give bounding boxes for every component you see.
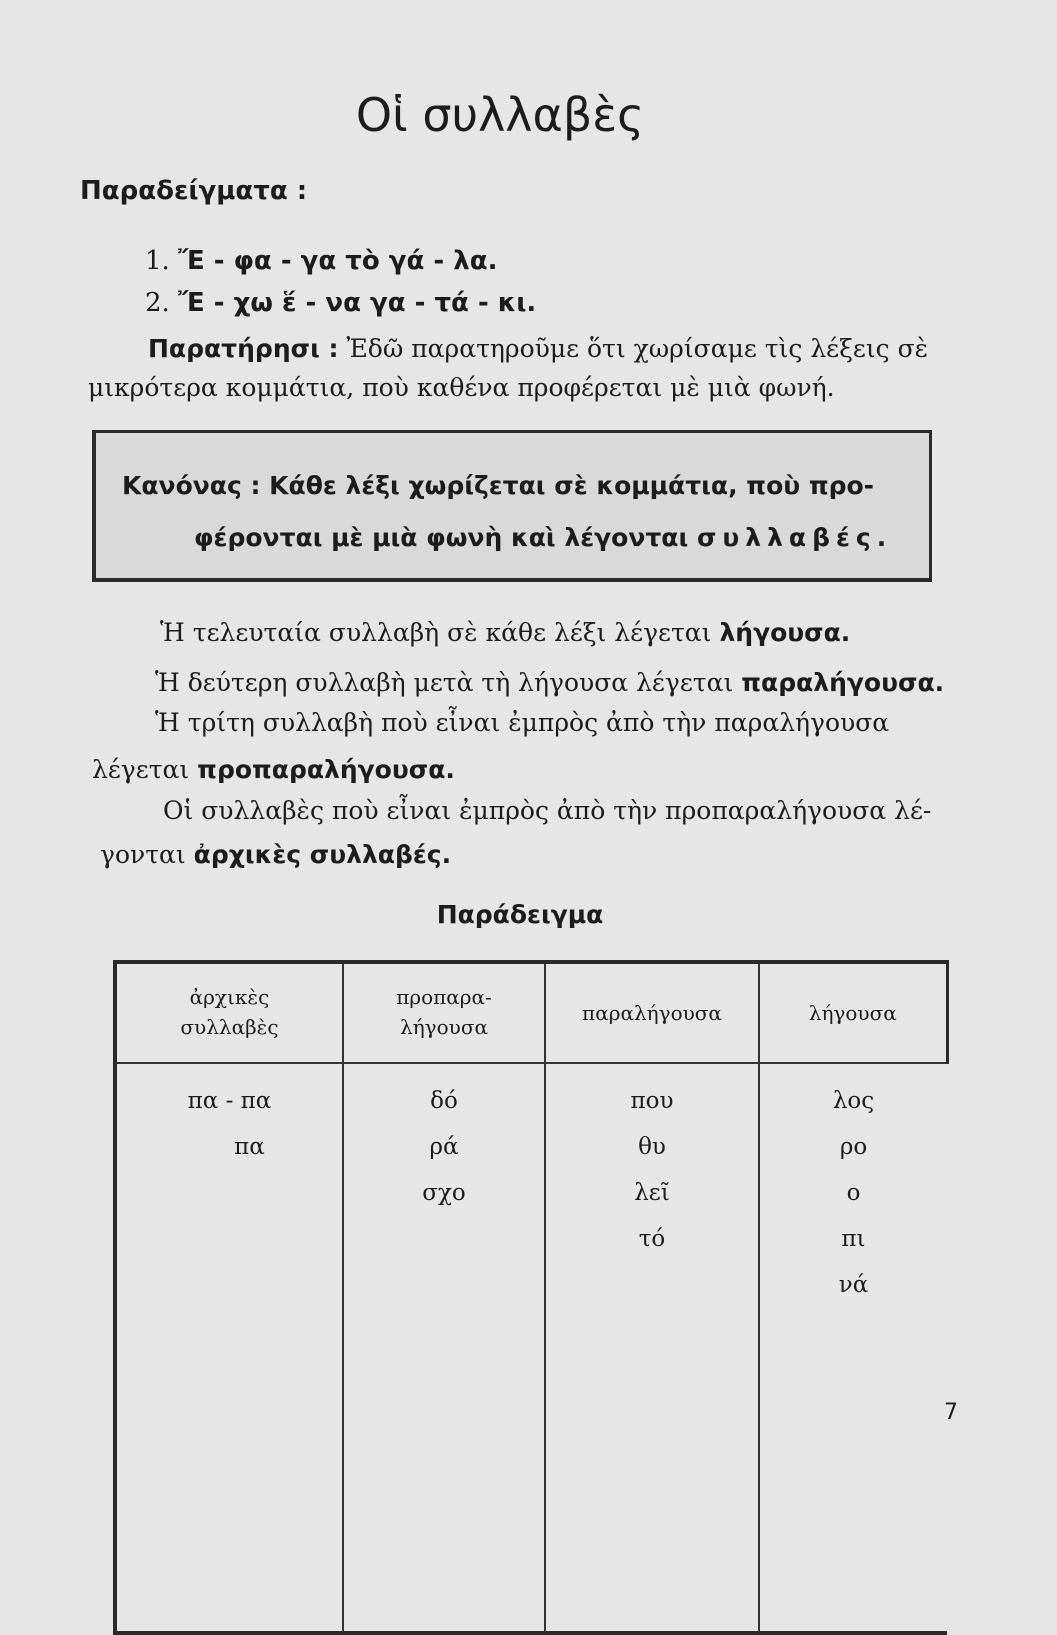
header-arxikes — [115, 962, 343, 1063]
definition-1-term: λήγουσα. — [719, 618, 851, 647]
rule-term: συλλαβές. — [696, 523, 893, 552]
header-proparaligousa — [343, 962, 545, 1063]
example-text: Ἔ - χω ἕ - να γα - τά - κι. — [178, 288, 537, 318]
syllable-table — [113, 960, 949, 1635]
table-cell: τό — [638, 1226, 666, 1252]
header-line: λήγουσα — [400, 1015, 488, 1039]
example-number: 2. — [145, 288, 170, 318]
rule-box — [92, 430, 932, 582]
column-ligousa — [759, 1063, 947, 1633]
definition-2 — [155, 668, 944, 697]
definition-3-line-2 — [92, 755, 455, 784]
examples-heading: Παραδείγματα : — [80, 176, 308, 206]
definition-4-term: ἀρχικὲς συλλαβές. — [193, 840, 452, 869]
definition-3-term: προπαραλήγουσα. — [197, 755, 455, 784]
table-cell: πα - πα — [187, 1088, 272, 1114]
table-cell: πα — [234, 1134, 265, 1160]
example-text: Ἔ - φα - γα τὸ γά - λα. — [178, 246, 498, 276]
column-proparaligousa — [343, 1063, 545, 1633]
observation-line-1 — [148, 334, 928, 363]
definition-2-term: παραλήγουσα. — [741, 668, 945, 697]
table-cell: πι — [841, 1226, 866, 1252]
example-number: 1. — [145, 246, 170, 276]
observation-text-1: Ἐδῶ παρατηροῦμε ὅτι χωρίσαμε τὶς λέξεις σὲ — [346, 334, 929, 363]
definition-3-line-1: Ἡ τρίτη συλλαβὴ ποὺ εἶναι ἐμπρὸς ἀπὸ τὴν παραλήγουσα — [155, 708, 890, 737]
table-body-row — [115, 1063, 947, 1633]
definition-4-line-2 — [100, 840, 451, 869]
definition-3-text-2: λέγεται — [92, 755, 190, 784]
definition-1-text: Ἡ τελευταία συλλαβὴ σὲ κάθε λέξι λέγεται — [160, 618, 712, 647]
table-cell: ο — [846, 1180, 861, 1206]
rule-line-1: Κανόνας : Κάθε λέξι χωρίζεται σὲ κομμάτια, ποὺ προ- — [122, 471, 875, 500]
definition-4-line-1: Οἱ συλλαβὲς ποὺ εἶναι ἐμπρὸς ἀπὸ τὴν προπαραλήγουσα λέ- — [163, 796, 932, 825]
definition-2-text: Ἡ δεύτερη συλλαβὴ μετὰ τὴ λήγουσα λέγεται — [155, 668, 734, 697]
header-line: προπαρα- — [396, 985, 492, 1009]
table-cell: λος — [832, 1088, 875, 1114]
header-ligousa — [759, 962, 947, 1063]
column-arxikes — [115, 1063, 343, 1633]
header-line: ἀρχικὲς — [189, 985, 270, 1009]
rule-line-2-text: φέρονται μὲ μιὰ φωνὴ καὶ λέγονται — [194, 523, 689, 552]
table-header-row — [115, 962, 947, 1063]
definition-4-text-2: γονται — [100, 840, 186, 869]
table-title: Παράδειγμα — [436, 900, 604, 929]
page-number: 7 — [944, 1400, 958, 1425]
example-1 — [145, 246, 497, 276]
observation-line-2: μικρότερα κομμάτια, ποὺ καθένα προφέρεται μὲ μιὰ φωνή. — [88, 373, 835, 402]
header-line: συλλαβὲς — [180, 1015, 279, 1039]
table-cell: δό — [430, 1088, 458, 1114]
table-cell: ρο — [839, 1134, 868, 1160]
table-cell: νά — [838, 1272, 869, 1298]
table-cell: που — [630, 1088, 674, 1114]
definition-1 — [160, 618, 850, 647]
example-2 — [145, 288, 536, 318]
header-line: παραλήγουσα — [582, 1001, 722, 1025]
table-cell: λεῖ — [634, 1180, 670, 1206]
observation-label: Παρατήρησι : — [148, 334, 339, 363]
page-title: Οἱ συλλαβὲς — [355, 88, 645, 142]
rule-line-2 — [194, 523, 892, 552]
column-paraligousa — [545, 1063, 759, 1633]
header-line: λήγουσα — [808, 1001, 897, 1025]
header-paraligousa — [545, 962, 759, 1063]
table-cell: θυ — [638, 1134, 666, 1160]
table-cell: ρά — [429, 1134, 459, 1160]
table-cell: σχο — [422, 1180, 466, 1206]
